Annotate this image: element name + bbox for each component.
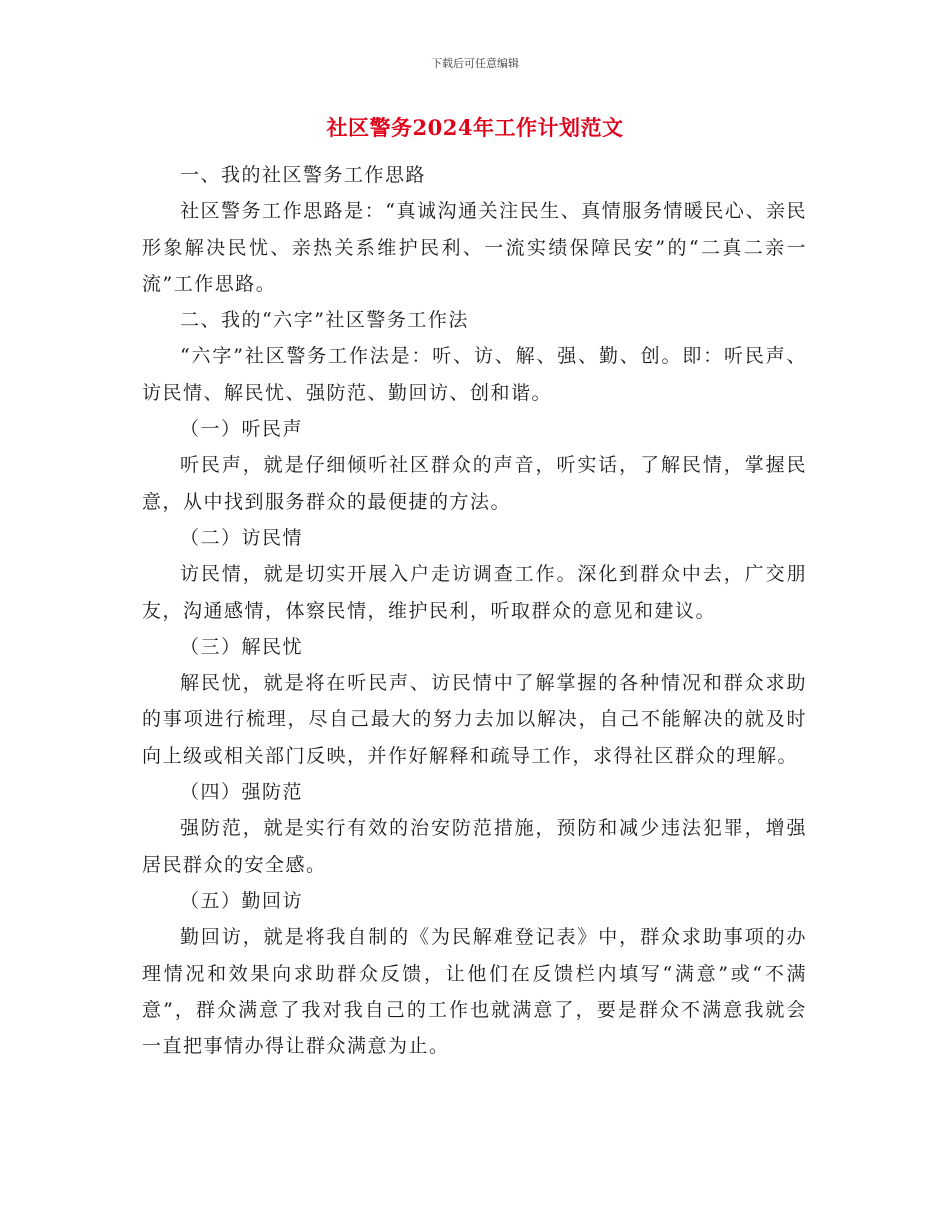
paragraph: 强防范，就是实行有效的治安防范措施，预防和减少违法犯罪，增强居民群众的安全感。: [142, 817, 807, 876]
subsection-heading: （四）强防范: [180, 781, 304, 804]
paragraph: 勤回访，就是将我自制的《为民解难登记表》中，群众求助事项的办理情况和效果向求助群众反馈，让他们在反馈栏内填写“满意”或“不满意”，群众满意了我对我自己的工作也就满意了，要是群众不满意我就会一直把事情办得让群众满意为止。: [142, 926, 807, 1058]
header-note: 下载后可任意编辑: [431, 57, 519, 70]
paragraph: 解民忧，就是将在听民声、访民情中了解掌握的各种情况和群众求助的事项进行梳理，尽自己最大的努力去加以解决，自己不能解决的就及时向上级或相关部门反映，并作好解释和疏导工作，求得社区群众的理解。: [142, 672, 807, 767]
document-body: [142, 157, 807, 1064]
section-heading-2: 二、我的“六字”社区警务工作法: [180, 309, 469, 332]
subsection-heading: （一）听民声: [180, 418, 304, 441]
paragraph: “六字”社区警务工作法是：听、访、解、强、勤、创。即：听民声、访民情、解民忧、强防范、勤回访、创和谐。: [142, 345, 807, 404]
paragraph: 访民情，就是切实开展入户走访调查工作。深化到群众中去，广交朋友，沟通感情，体察民情，维护民利，听取群众的意见和建议。: [142, 563, 807, 622]
section-heading-1: 一、我的社区警务工作思路: [180, 164, 427, 186]
paragraph: 听民声，就是仔细倾听社区群众的声音，听实话，了解民情，掌握民意，从中找到服务群众的最便捷的方法。: [142, 454, 807, 513]
subsection-heading: （三）解民忧: [180, 635, 304, 658]
subsection-heading: （二）访民情: [180, 526, 304, 549]
subsection-heading: （五）勤回访: [180, 889, 304, 912]
document-title: 社区警务2024年工作计划范文: [326, 115, 624, 140]
paragraph: 社区警务工作思路是：“真诚沟通关注民生、真情服务情暖民心、亲民形象解决民忧、亲热关系维护民利、一流实绩保障民安”的“二真二亲一流”工作思路。: [142, 200, 807, 295]
